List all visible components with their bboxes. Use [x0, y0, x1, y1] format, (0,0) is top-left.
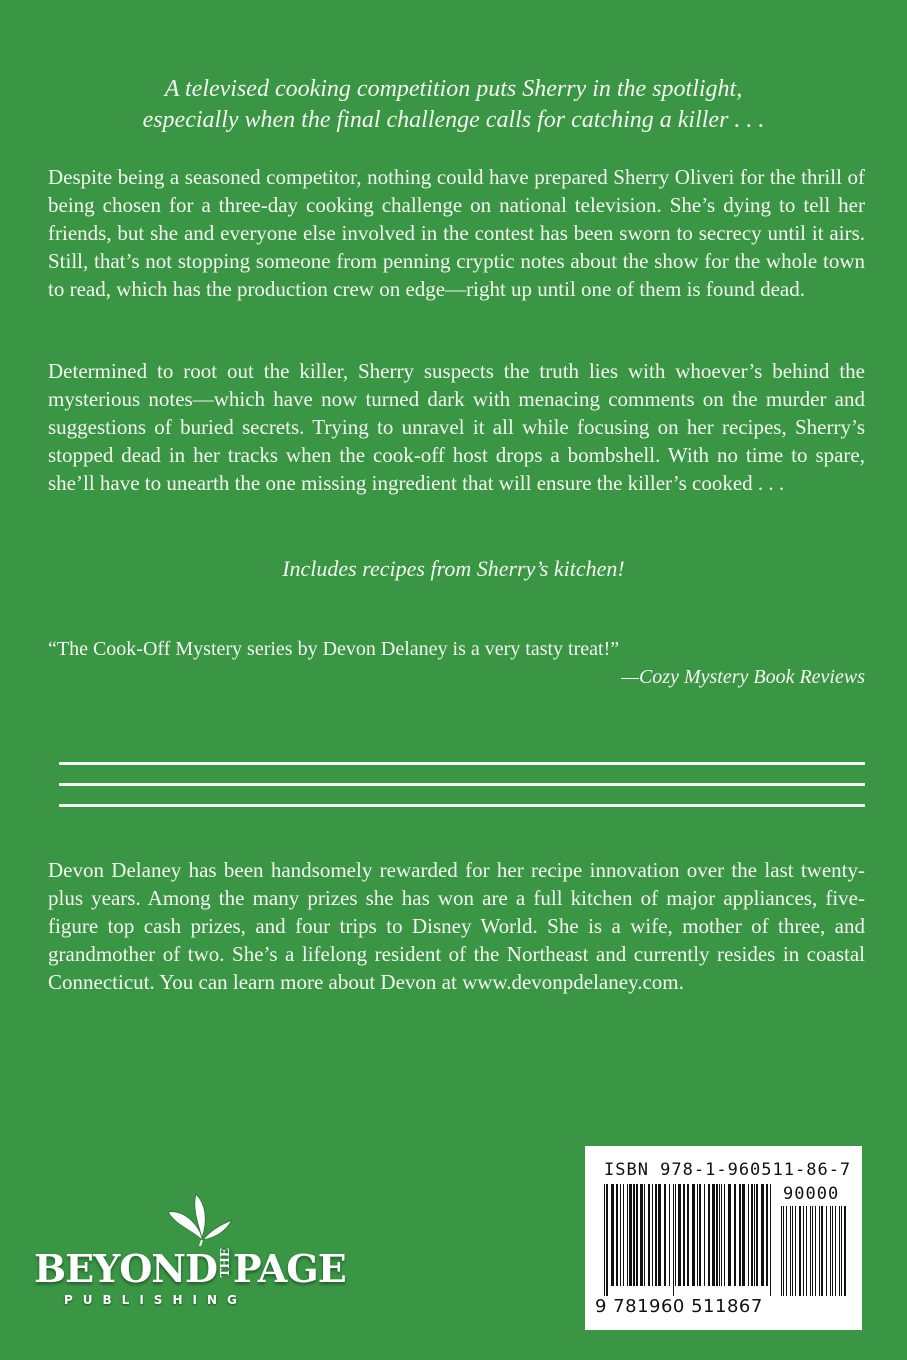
recipes-note: Includes recipes from Sherry’s kitchen!	[282, 556, 625, 581]
isbn-label: ISBN 978-1-960511-86-7	[604, 1160, 852, 1180]
description-paragraph-1: Despite being a seasoned competitor, nothing could have prepared Sherry Oliveri for the thrill of being chosen for a three-day cooking challenge on national television. She’s dying to tell her friends, but she and everyone else involved in the contest has been sworn to secrecy until it airs. Still, that’s not stopping someone from penning cryptic notes about the show for the whole town to read, which has the production crew on edge—right up until one of them is found dead.	[48, 165, 865, 301]
publisher-name-left: BEYOND	[34, 1246, 217, 1291]
barcode-addon: 90000	[783, 1184, 840, 1204]
publisher-subtitle: PUBLISHING	[64, 1293, 247, 1307]
divider-rule	[59, 762, 865, 765]
tagline	[60, 74, 847, 136]
review-source: —Cozy Mystery Book Reviews	[621, 666, 865, 688]
barcode-digits: 9 781960 511867	[595, 1296, 763, 1317]
isbn-barcode	[585, 1146, 862, 1330]
description-paragraph-2: Determined to root out the killer, Sherry suspects the truth lies with whoever’s behind the mysterious notes—which have now turned dark with menacing comments on the murder and suggestions of buried secrets. Trying to unravel it all while focusing on her recipes, Sherry’s stopped dead in her tracks when the cook-off host drops a bombshell. With no time to spare, she’ll have to unearth the one missing ingredient that will ensure the killer’s cooked . . .	[48, 359, 865, 495]
butterfly-icon	[162, 1190, 242, 1246]
addon-barcode-bars	[781, 1206, 847, 1296]
divider-rule	[59, 783, 865, 786]
publisher-name-right: PAGE	[233, 1246, 346, 1291]
divider-rule	[59, 804, 865, 807]
publisher-name	[34, 1246, 344, 1291]
barcode-bars	[604, 1184, 774, 1296]
tagline-line-2: especially when the final challenge calls for catching a killer . . .	[142, 107, 765, 133]
author-bio: Devon Delaney has been handsomely rewarded for her recipe innovation over the last twenty-plus years. Among the many prizes she has won are a full kitchen of major appliances, five-figure top cash prizes, and four trips to Disney World. She is a wife, mother of three, and grandmother of two. She’s a lifelong resident of the Northeast and currently resides in coastal Connecticut. You can learn more about Devon at www.devonpdelaney.com.	[48, 858, 865, 994]
publisher-logo	[34, 1190, 344, 1310]
publisher-name-small: THE	[218, 1247, 232, 1277]
tagline-line-1: A televised cooking competition puts Sherry in the spotlight,	[164, 76, 743, 102]
review-quote: “The Cook-Off Mystery series by Devon Delaney is a very tasty treat!”	[48, 638, 620, 660]
